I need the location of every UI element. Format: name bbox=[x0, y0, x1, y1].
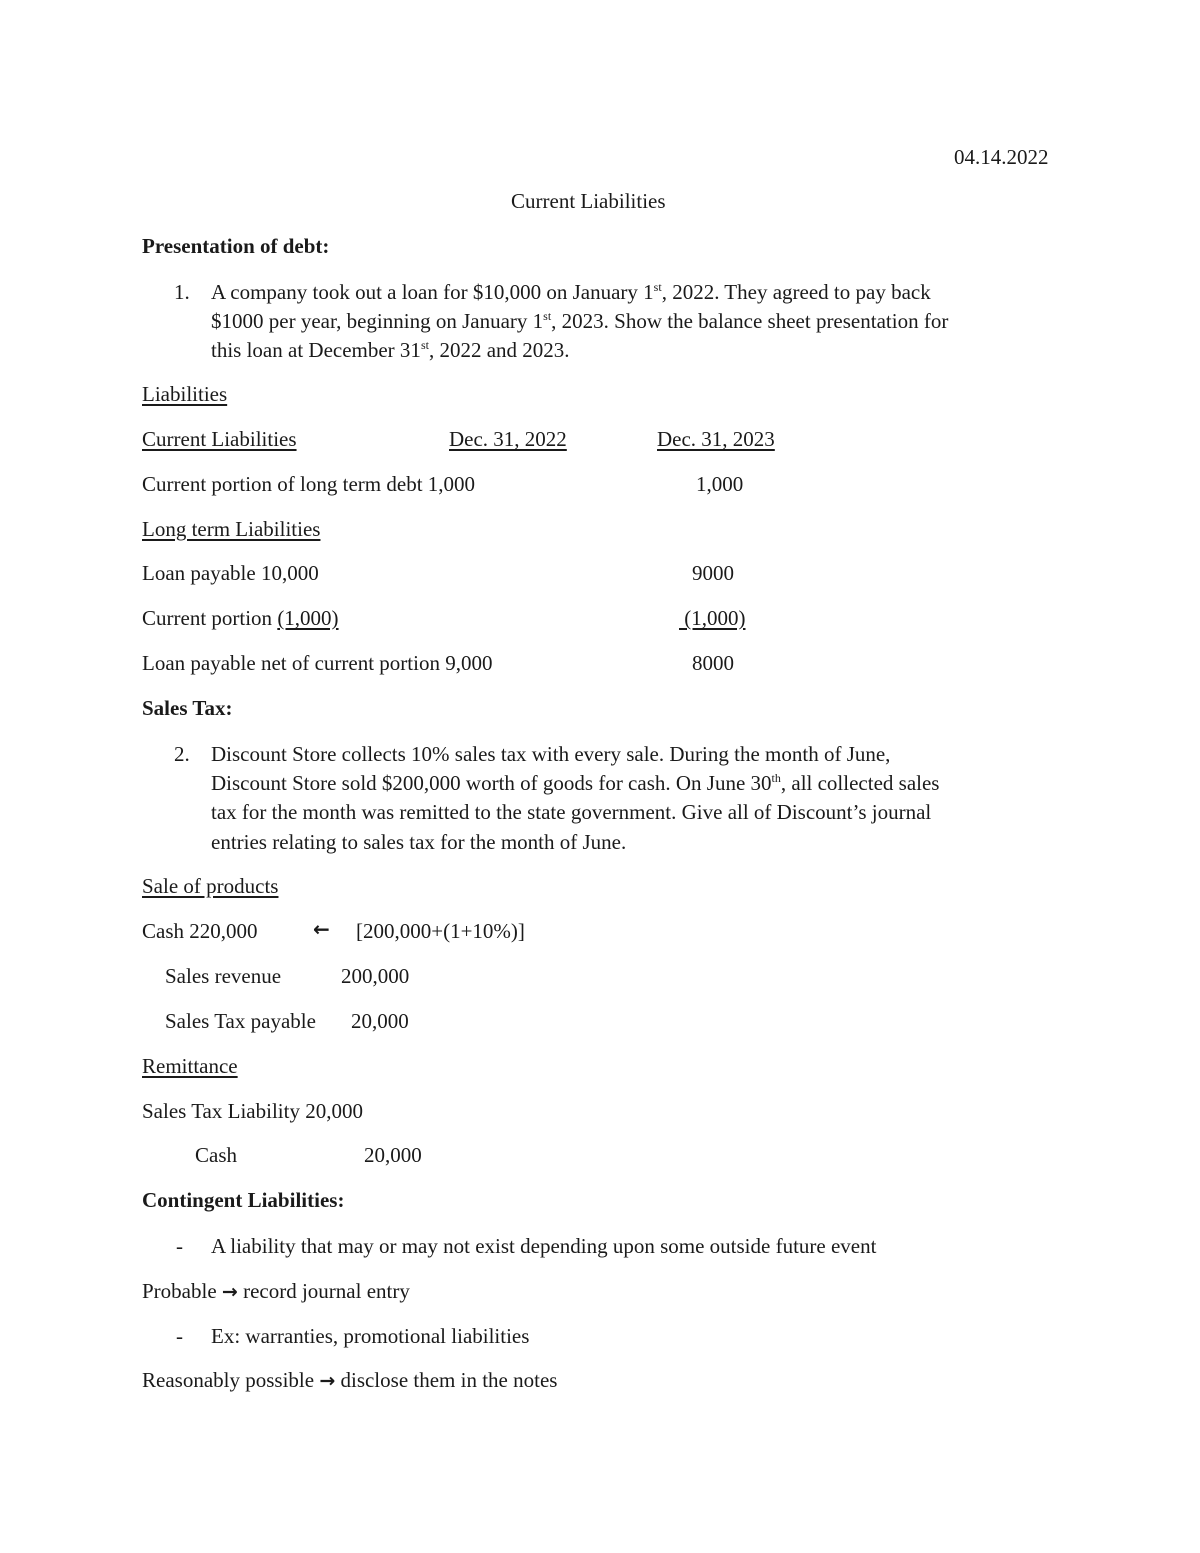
sales-tax-payable-label: Sales Tax payable bbox=[165, 1009, 316, 1033]
question-2-line-1: Discount Store collects 10% sales tax with every sale. During the month of June, bbox=[211, 742, 891, 766]
sale-of-products-label: Sale of products bbox=[142, 874, 279, 898]
section-heading-sales-tax: Sales Tax: bbox=[142, 696, 233, 720]
probable-line: Probable → record journal entry bbox=[142, 1279, 410, 1303]
long-term-liabilities-label: Long term Liabilities bbox=[142, 517, 321, 541]
question-1-line-2: $1000 per year, beginning on January 1st, 2023. Show the balance sheet presentation for bbox=[211, 309, 949, 333]
right-arrow-icon: → bbox=[319, 1370, 336, 1392]
question-1-line-1: A company took out a loan for $10,000 on January 1st, 2022. They agreed to pay back bbox=[211, 280, 931, 304]
cash-label: Cash bbox=[195, 1143, 237, 1167]
liabilities-label: Liabilities bbox=[142, 382, 228, 406]
loan-payable-net-2023-value: 8000 bbox=[692, 651, 734, 675]
reasonably-possible-line: Reasonably possible → disclose them in the notes bbox=[142, 1368, 558, 1392]
current-portion-2-2022-value: (1,000) bbox=[277, 606, 339, 630]
question-2-line-4: entries relating to sales tax for the month of June. bbox=[211, 830, 627, 854]
bullet-1-text: A liability that may or may not exist depending upon some outside future event bbox=[211, 1234, 877, 1258]
remittance-label: Remittance bbox=[142, 1054, 238, 1078]
right-arrow-icon: → bbox=[221, 1281, 238, 1303]
sales-revenue-value: 200,000 bbox=[341, 964, 410, 988]
cash-entry: Cash 220,000 bbox=[142, 919, 258, 943]
section-heading-contingent-liabilities: Contingent Liabilities: bbox=[142, 1188, 345, 1212]
question-2-line-2: Discount Store sold $200,000 worth of goods for cash. On June 30th, all collected sales bbox=[211, 771, 940, 795]
sales-revenue-label: Sales revenue bbox=[165, 964, 282, 988]
column-header-2022: Dec. 31, 2022 bbox=[449, 427, 567, 451]
loan-payable-net-row-label: Loan payable net of current portion 9,000 bbox=[142, 651, 493, 675]
current-portion-row-label: Current portion of long term debt 1,000 bbox=[142, 472, 476, 496]
question-1-line-3: this loan at December 31st, 2022 and 2023. bbox=[211, 338, 570, 362]
current-portion-2-row: Current portion (1,000) bbox=[142, 606, 339, 630]
loan-payable-2023-value: 9000 bbox=[692, 561, 734, 585]
question-1-number: 1. bbox=[174, 280, 190, 304]
cash-value: 20,000 bbox=[364, 1143, 422, 1167]
column-header-2023: Dec. 31, 2023 bbox=[657, 427, 775, 451]
document-title: Current Liabilities bbox=[511, 189, 666, 213]
section-heading-presentation-of-debt: Presentation of debt: bbox=[142, 234, 330, 258]
sales-tax-liability-entry: Sales Tax Liability 20,000 bbox=[142, 1099, 363, 1123]
left-arrow-icon: ← bbox=[313, 917, 330, 941]
loan-payable-row-label: Loan payable 10,000 bbox=[142, 561, 319, 585]
question-2-number: 2. bbox=[174, 742, 190, 766]
current-liabilities-label: Current Liabilities bbox=[142, 427, 297, 451]
current-portion-2023-value: 1,000 bbox=[696, 472, 744, 496]
bullet-2-text: Ex: warranties, promotional liabilities bbox=[211, 1324, 530, 1348]
document-date: 04.14.2022 bbox=[954, 145, 1049, 169]
bullet-dash: - bbox=[176, 1234, 183, 1258]
sales-tax-payable-value: 20,000 bbox=[351, 1009, 409, 1033]
question-2-line-3: tax for the month was remitted to the state government. Give all of Discount’s journal bbox=[211, 800, 932, 824]
current-portion-2-2023-value: (1,000) bbox=[679, 606, 746, 630]
cash-formula: [200,000+(1+10%)] bbox=[356, 919, 525, 943]
bullet-dash: - bbox=[176, 1324, 183, 1348]
